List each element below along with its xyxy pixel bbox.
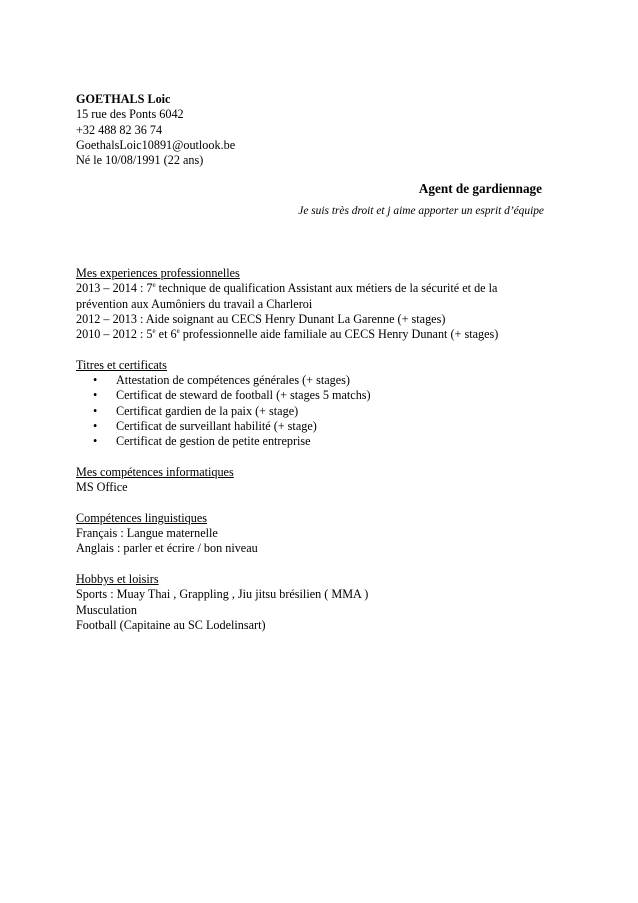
it-skills-section (76, 465, 546, 496)
hobbies-section (76, 572, 546, 633)
certificate-text: Certificat de gestion de petite entreprise (116, 434, 311, 449)
section-title-experience: Mes experiences professionnelles (76, 266, 240, 280)
bullet-icon: • (93, 388, 98, 403)
section-title-certificates: Titres et certificats (76, 357, 167, 372)
certificate-text: Attestation de compétences générales (+ stages) (116, 373, 350, 388)
email: GoethalsLoic10891@outlook.be (76, 137, 236, 152)
it-skill-item: MS Office (76, 480, 128, 495)
experience-item (76, 281, 546, 296)
cv-sections (76, 266, 546, 648)
phone: +32 488 82 36 74 (76, 122, 163, 137)
bullet-icon: • (93, 403, 98, 418)
certificates-section (76, 358, 546, 450)
address: 15 rue des Ponts 6042 (76, 107, 184, 122)
experience-item-text: professionnelle aide familiale au CECS Henry Dunant (+ stages) (179, 327, 499, 342)
section-title-hobbies: Hobbys et loisirs (76, 571, 159, 586)
certificate-text: Certificat de steward de football (+ stages 5 matchs) (116, 388, 371, 403)
bullet-icon: • (93, 434, 98, 449)
section-title-languages: Compétences linguistiques (76, 510, 207, 525)
bullet-icon: • (93, 418, 98, 433)
job-title: Agent de gardiennage (418, 181, 542, 196)
experience-item-continuation: prévention aux Aumôniers du travail a Charleroi (76, 296, 313, 311)
experience-item-text: et 6 (155, 327, 177, 342)
birth-date: Né le 10/08/1991 (22 ans) (76, 153, 204, 168)
list-item (76, 404, 546, 419)
section-title-it-skills: Mes compétences informatiques (76, 464, 234, 479)
language-item: Anglais : parler et écrire / bon niveau (76, 541, 258, 556)
list-item (76, 434, 546, 449)
certificate-text: Certificat gardien de la paix (+ stage) (116, 403, 299, 418)
experience-item-text: 2010 – 2012 : 5 (76, 327, 153, 342)
ordinal-suffix: e (152, 281, 156, 290)
tagline: Je suis très droit et j aime apporter un esprit d’équipe (298, 205, 544, 217)
hobby-item: Sports : Muay Thai , Grappling , Jiu jitsu brésilien ( MMA ) (76, 587, 369, 602)
experience-item: 2012 – 2013 : Aide soignant au CECS Henry Dunant La Garenne (+ stages) (76, 311, 446, 326)
hobby-item: Musculation (76, 602, 137, 617)
certificate-list (76, 373, 546, 449)
bullet-icon: • (93, 373, 98, 388)
ordinal-suffix: e (152, 327, 156, 336)
candidate-name: GOETHALS Loic (76, 92, 171, 106)
experience-item-text: 2013 – 2014 : 7 (76, 281, 153, 296)
languages-section (76, 511, 546, 557)
language-item: Français : Langue maternelle (76, 526, 218, 541)
experience-section (76, 266, 546, 342)
experience-item (76, 327, 546, 342)
contact-header (76, 92, 235, 168)
list-item (76, 419, 546, 434)
ordinal-suffix: e (176, 327, 180, 336)
experience-item-text: technique de qualification Assistant aux métiers de la sécurité et de la (155, 281, 498, 296)
list-item (76, 373, 546, 388)
list-item (76, 388, 546, 403)
hobby-item: Football (Capitaine au SC Lodelinsart) (76, 617, 266, 632)
certificate-text: Certificat de surveillant habilité (+ stage) (116, 418, 317, 433)
